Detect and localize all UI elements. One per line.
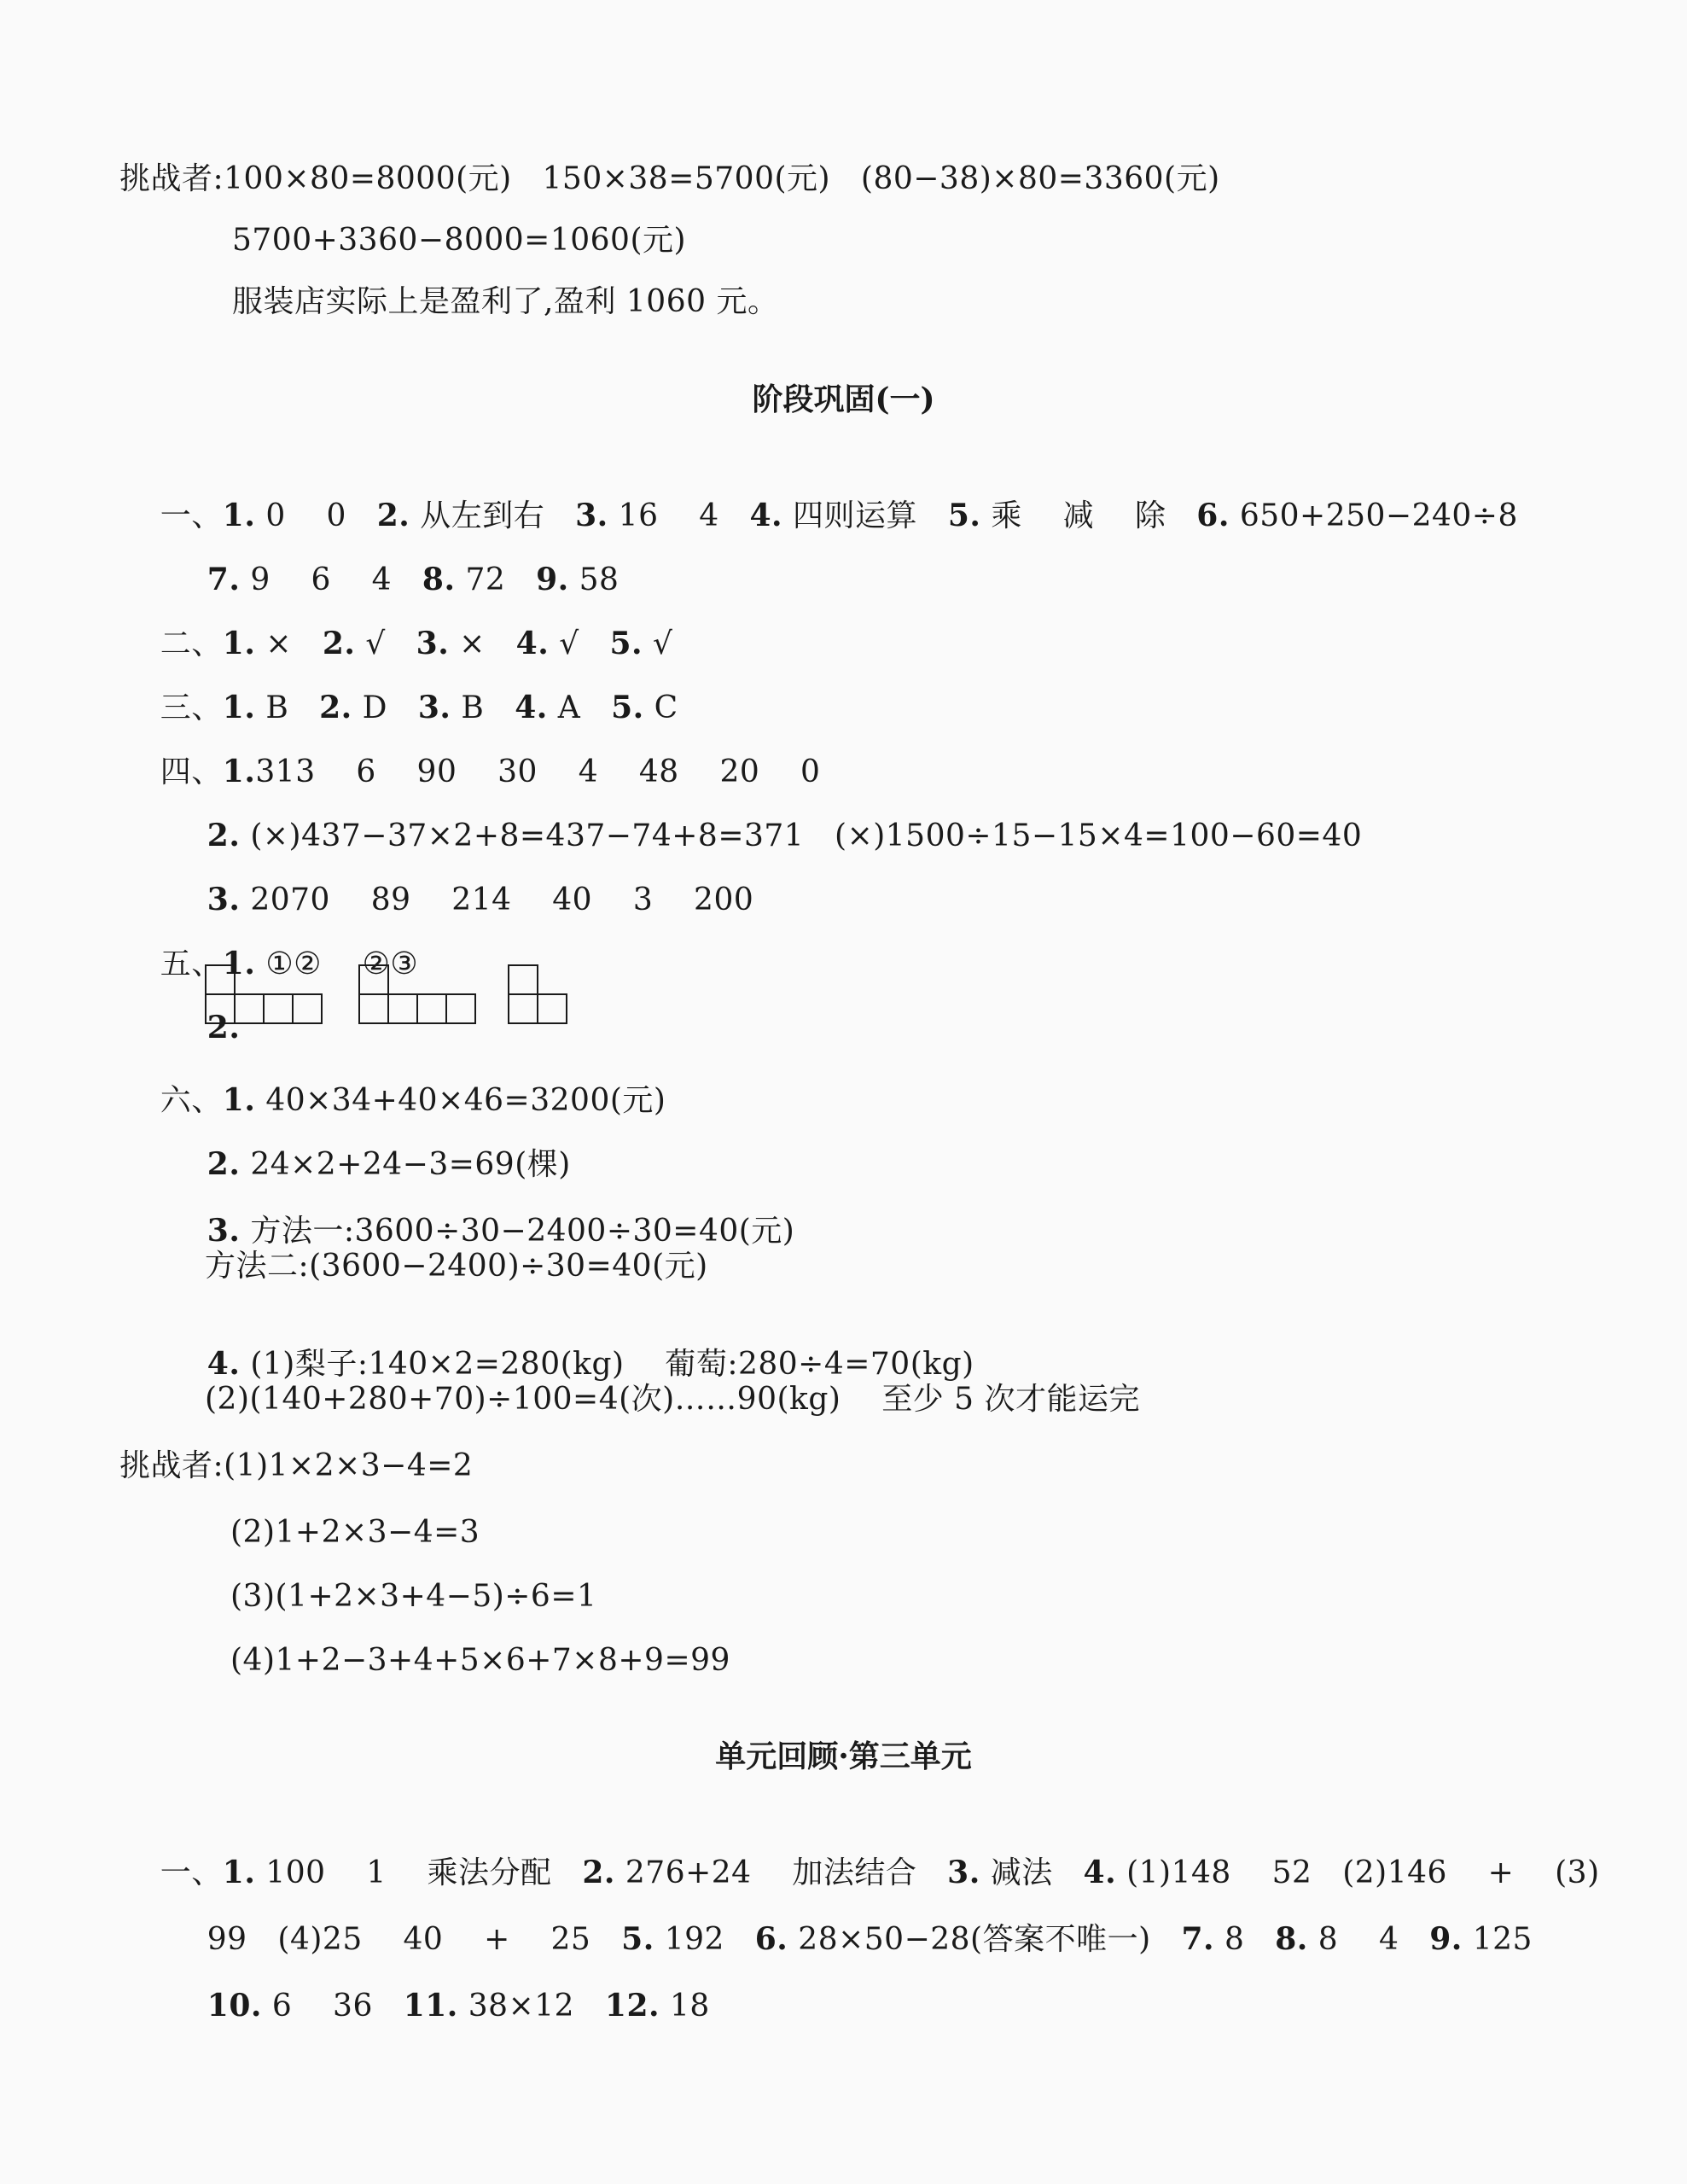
q1-9-text: 58 <box>568 562 620 597</box>
challenge2-line-3: (3)(1+2×3+4−5)÷6=1 <box>230 1579 597 1614</box>
s2-q1-6-text: 28×50−28(答案不唯一) <box>788 1922 1182 1957</box>
q4-prefix: 四、 <box>160 754 223 789</box>
q1-6-text: 650+250−240÷8 <box>1229 498 1518 533</box>
s2-q1-3-text: 减法 <box>980 1855 1084 1890</box>
q1-7-num: 7. <box>207 562 241 597</box>
q2-5-text: √ <box>643 626 673 661</box>
q4-2-num: 2. <box>207 818 241 853</box>
figure-cell <box>416 993 447 1024</box>
q3-prefix: 三、 <box>160 690 223 725</box>
q2-4-text: √ <box>549 626 610 661</box>
s2-q1-4-text: (1)148 52 (2)146 + (3) <box>1116 1855 1600 1890</box>
q1-1-num: 1. <box>222 498 256 533</box>
q6-line-6: (2)(140+280+70)÷100=4(次)……90(kg) 至少 5 次才能运完 <box>205 1382 1141 1417</box>
figure-cell <box>508 993 538 1024</box>
s2-q1-7-text: 8 <box>1214 1922 1276 1957</box>
q4-3-text: 2070 89 214 40 3 200 <box>240 882 754 917</box>
q6-3-text: 方法一:3600÷30−2400÷30=40(元) <box>240 1214 795 1249</box>
q4-3-num: 3. <box>207 882 241 917</box>
challenge-conclusion: 服装店实际上是盈利了,盈利 1060 元。 <box>232 284 779 319</box>
s2-q1-8-num: 8. <box>1275 1921 1308 1957</box>
section-title-unit-review: 单元回顾·第三单元 <box>715 1738 972 1774</box>
figure-cell <box>358 993 389 1024</box>
q2-1-num: 1. <box>222 626 256 661</box>
q5-prefix: 五、 <box>160 946 223 981</box>
q2-3-text: × <box>449 626 516 661</box>
challenge-line-1: 挑战者:100×80=8000(元) 150×38=5700(元) (80−38)×80=3360(元) <box>119 161 1220 196</box>
figure-cell <box>205 993 236 1024</box>
q1-8-num: 8. <box>422 562 456 597</box>
q2-1-text: × <box>255 626 323 661</box>
q2-4-num: 4. <box>515 626 550 661</box>
q1-5-text: 乘 减 除 <box>980 498 1197 533</box>
figure-cell <box>445 993 476 1024</box>
figure-cell <box>537 993 567 1024</box>
q6-2-num: 2. <box>207 1146 241 1182</box>
figure-cell <box>234 993 265 1024</box>
q1-6-num: 6. <box>1196 498 1230 533</box>
figure-cell <box>508 964 538 995</box>
q1-2-text: 从左到右 <box>410 498 576 533</box>
s2-q1-9-num: 9. <box>1429 1921 1463 1957</box>
q1-prefix: 一、 <box>160 498 223 533</box>
q1-4-text: 四则运算 <box>782 498 948 533</box>
q3-2-text: D <box>352 690 418 725</box>
q2-prefix: 二、 <box>160 626 223 661</box>
q2-5-num: 5. <box>609 626 643 661</box>
figure-cell <box>387 993 418 1024</box>
q3-4-num: 4. <box>515 690 548 725</box>
q6-prefix: 六、 <box>160 1083 223 1118</box>
q1-3-num: 3. <box>575 498 608 533</box>
q2-3-num: 3. <box>416 626 450 661</box>
s2-q1-10-num: 10. <box>207 1988 262 2024</box>
section-title-stage-review: 阶段巩固(一) <box>752 381 935 417</box>
q6-1-num: 1. <box>222 1082 256 1118</box>
q6-4-text: (1)梨子:140×2=280(kg) 葡萄:280÷4=70(kg) <box>240 1347 974 1382</box>
s2-q1-9-text: 125 <box>1462 1922 1533 1957</box>
q3-3-text: B <box>451 690 515 725</box>
figure-cell <box>263 993 294 1024</box>
q1-9-num: 9. <box>536 562 569 597</box>
q5-1-text: ①② ②③ <box>255 946 419 981</box>
q1-7-text: 9 6 4 <box>240 562 422 597</box>
s2-q1-8-text: 8 4 <box>1307 1922 1430 1957</box>
q6-3-num: 3. <box>207 1213 241 1249</box>
q6-1-text: 40×34+40×46=3200(元) <box>255 1083 666 1118</box>
q5-2-num: 2. <box>207 1010 241 1045</box>
q6-2-text: 24×2+24−3=69(棵) <box>240 1147 571 1182</box>
s2-q1-1-text: 100 1 乘法分配 <box>255 1855 583 1890</box>
q6-line-4: 方法二:(3600−2400)÷30=40(元) <box>205 1249 708 1284</box>
s2-q1-11-text: 38×12 <box>457 1989 605 2024</box>
q4-1-num: 1. <box>222 754 256 789</box>
q1-4-num: 4. <box>749 498 783 533</box>
q3-4-text: A <box>547 690 612 725</box>
s2-q1-12-text: 18 <box>660 1989 710 2024</box>
s2-q1-7-num: 7. <box>1181 1921 1215 1957</box>
s2-q1-5-num: 5. <box>621 1921 654 1957</box>
s2-q1-6-num: 6. <box>754 1921 788 1957</box>
s2-q1-2-text: 276+24 加法结合 <box>614 1855 948 1890</box>
q3-1-num: 1. <box>222 690 256 725</box>
s2-q1-1-num: 1. <box>222 1855 256 1890</box>
q3-5-num: 5. <box>611 690 644 725</box>
figure-cell <box>205 964 236 995</box>
q1-5-num: 5. <box>947 498 981 533</box>
challenge-line-2: 5700+3360−8000=1060(元) <box>232 223 687 258</box>
q3-1-text: B <box>255 690 320 725</box>
q4-2-text: (×)437−37×2+8=437−74+8=371 (×)1500÷15−15×4=100−60=40 <box>240 818 1363 853</box>
q5-1-num: 1. <box>222 946 256 981</box>
s2-q1-11-num: 11. <box>403 1988 458 2024</box>
s2-q1-line-3 <box>166 1960 710 2053</box>
q6-4-num: 4. <box>207 1346 241 1382</box>
q1-3-text: 16 4 <box>608 498 750 533</box>
s2-q1-prefix: 一、 <box>160 1855 223 1890</box>
s2-q1-2-num: 2. <box>582 1855 615 1890</box>
q1-2-num: 2. <box>376 498 410 533</box>
s2-q1-5-text: 192 <box>654 1922 755 1957</box>
challenge2-line-1: 挑战者:(1)1×2×3−4=2 <box>119 1448 474 1483</box>
q3-5-text: C <box>643 690 678 725</box>
q2-2-num: 2. <box>322 626 356 661</box>
q1-1-text: 0 0 <box>255 498 377 533</box>
s2-q1-3-num: 3. <box>947 1855 980 1890</box>
s2-q1-12-num: 12. <box>604 1988 660 2024</box>
q1-8-text: 72 <box>455 562 537 597</box>
figure-cell <box>292 993 323 1024</box>
q3-2-num: 2. <box>319 690 352 725</box>
challenge2-line-4: (4)1+2−3+4+5×6+7×8+9=99 <box>230 1643 730 1678</box>
s2-q1-4-num: 4. <box>1083 1855 1117 1890</box>
q4-1-text: 313 6 90 30 4 48 20 0 <box>255 754 821 789</box>
q2-2-text: √ <box>355 626 416 661</box>
s2-q1-4-cont: 99 (4)25 40 + 25 <box>207 1922 622 1957</box>
q3-3-num: 3. <box>417 690 451 725</box>
figure-cell <box>358 964 389 995</box>
s2-q1-10-text: 6 36 <box>261 1989 404 2024</box>
challenge2-line-2: (2)1+2×3−4=3 <box>230 1515 480 1550</box>
